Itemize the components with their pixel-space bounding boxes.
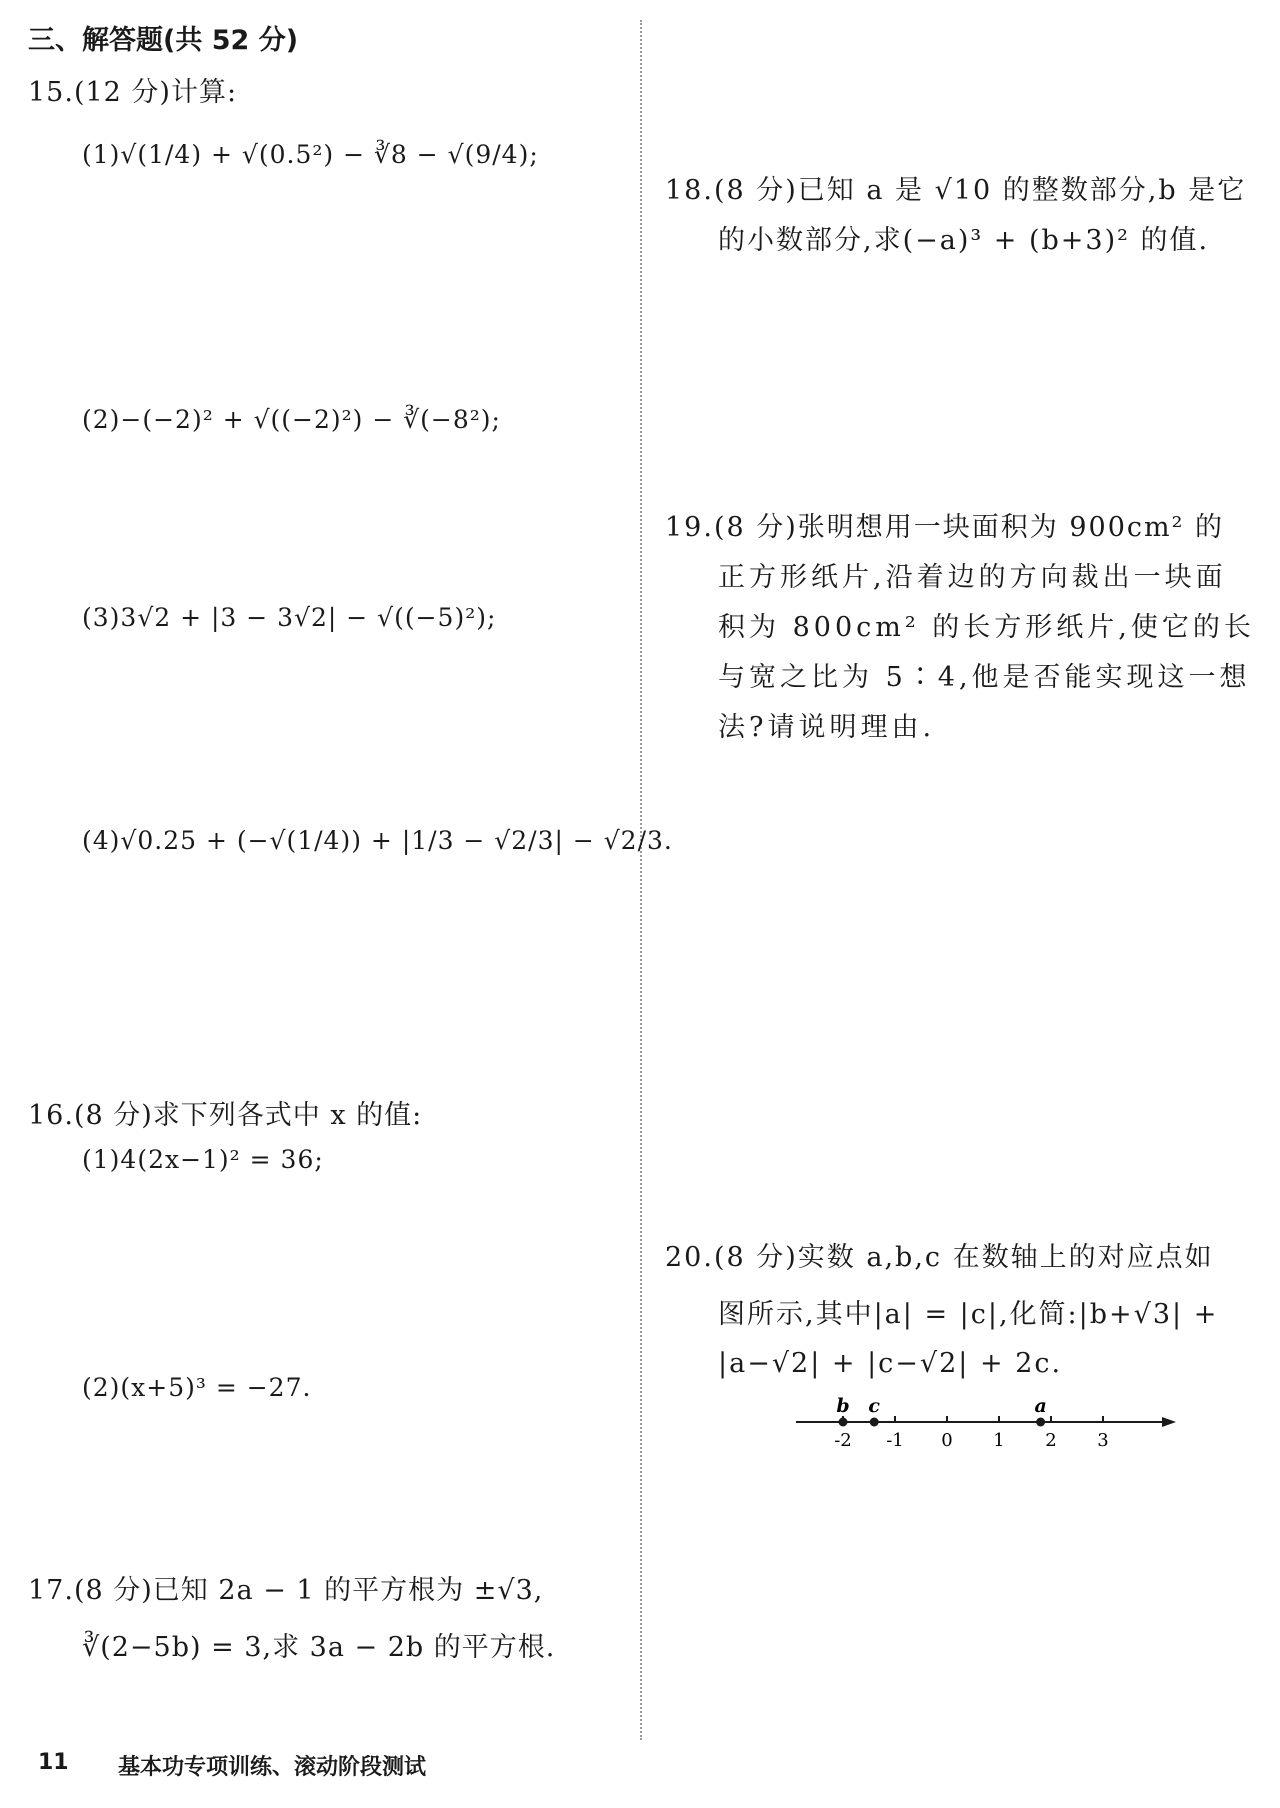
q19-line2: 正方形纸片,沿着边的方向裁出一块面: [718, 562, 1227, 593]
point-a: [1036, 1418, 1045, 1427]
q20-line2: 图所示,其中|a| = |c|,化简:|b+√3| +: [718, 1299, 1219, 1330]
q20-line1: 20.(8 分)实数 a,b,c 在数轴上的对应点如: [665, 1242, 1214, 1273]
point-label-c: c: [868, 1395, 880, 1417]
q20-line3: |a−√2| + |c−√2| + 2c.: [718, 1348, 1063, 1379]
tick-label: 1: [993, 1430, 1005, 1451]
q19-line4: 与宽之比为 5∶4,他是否能实现这一想: [718, 662, 1251, 693]
footer-title: 基本功专项训练、滚动阶段测试: [118, 1755, 427, 1780]
q19-line1: 19.(8 分)张明想用一块面积为 900cm² 的: [665, 512, 1225, 543]
page-number: 11: [38, 1750, 69, 1775]
tick-label: 0: [941, 1430, 953, 1451]
tick-label: 3: [1097, 1430, 1109, 1451]
point-b: [839, 1418, 848, 1427]
q19-line5: 法?请说明理由.: [718, 712, 936, 743]
tick-label: -1: [886, 1430, 904, 1451]
tick-label: -2: [834, 1430, 852, 1451]
q17-line2: ∛(2−5b) = 3,求 3a − 2b 的平方根.: [82, 1632, 556, 1663]
point-label-a: a: [1034, 1395, 1047, 1417]
q18-line2: 的小数部分,求(−a)³ + (b+3)² 的值.: [718, 225, 1210, 256]
point-c: [870, 1418, 879, 1427]
number-line-figure: [792, 1392, 1182, 1456]
q17-line1: 17.(8 分)已知 2a − 1 的平方根为 ±√3,: [28, 1575, 544, 1606]
q15-part2: (2)−(−2)² + √((−2)²) − ∛(−8²);: [82, 405, 501, 434]
point-label-b: b: [836, 1395, 850, 1417]
q18-line1: 18.(8 分)已知 a 是 √10 的整数部分,b 是它: [665, 175, 1247, 206]
q16-title: 16.(8 分)求下列各式中 x 的值:: [28, 1100, 423, 1131]
section-title: 三、解答题(共 52 分): [28, 25, 299, 56]
q15-part1: (1)√(1/4) + √(0.5²) − ∛8 − √(9/4);: [82, 140, 539, 169]
tick-label: 2: [1045, 1430, 1057, 1451]
column-divider: [640, 20, 642, 1740]
q15-part4: (4)√0.25 + (−√(1/4)) + |1/3 − √2/3| − √2/3.: [82, 826, 673, 855]
arrow-icon: [1162, 1417, 1176, 1427]
q19-line3: 积为 800cm² 的长方形纸片,使它的长: [718, 612, 1255, 643]
q16-part2: (2)(x+5)³ = −27.: [82, 1373, 312, 1402]
q15-part3: (3)3√2 + |3 − 3√2| − √((−5)²);: [82, 603, 497, 632]
q16-part1: (1)4(2x−1)² = 36;: [82, 1145, 324, 1174]
q15-title: 15.(12 分)计算:: [28, 77, 238, 108]
number-line: [792, 1392, 1182, 1452]
